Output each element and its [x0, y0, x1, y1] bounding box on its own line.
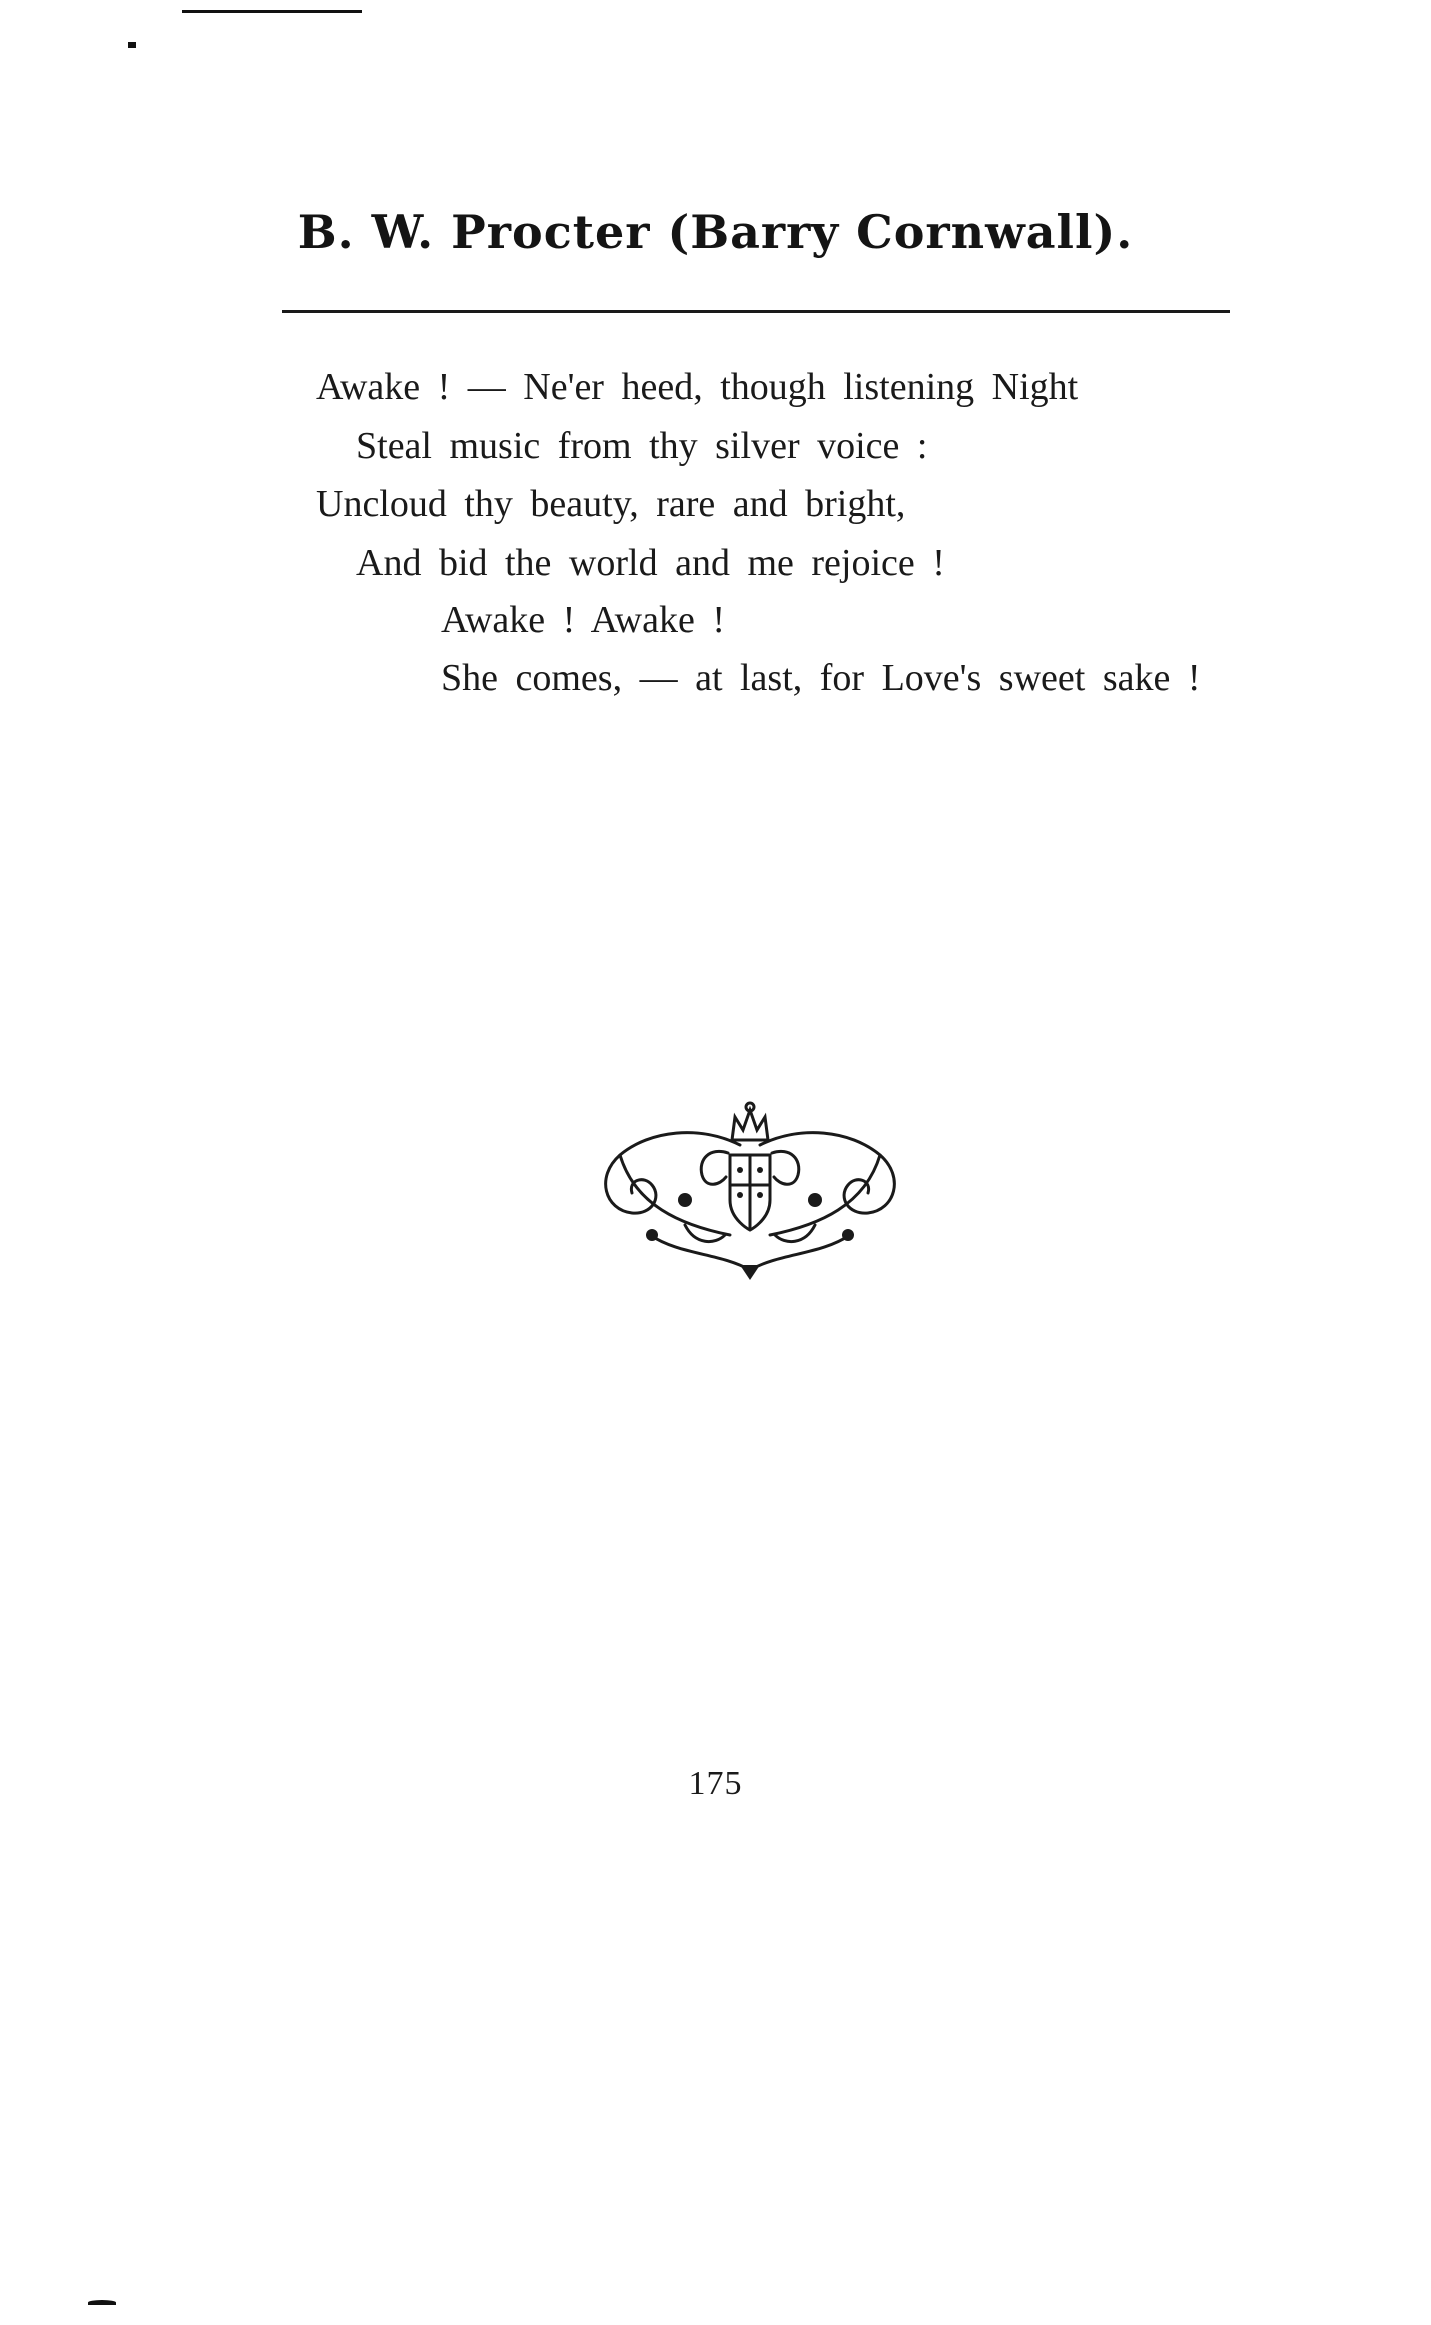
poem-line: She comes, — at last, for Love's sweet sake ! [441, 657, 1201, 699]
poem-line: Uncloud thy beauty, rare and bright, [316, 483, 906, 525]
scan-mark-top-left [128, 42, 136, 48]
page-number: 175 [688, 1765, 743, 1802]
poem-line: Awake ! Awake ! [441, 599, 725, 641]
scan-mark-top [182, 10, 362, 13]
poem-line: Steal music from thy silver voice : [356, 425, 928, 467]
poem-line: And bid the world and me rejoice ! [356, 542, 945, 584]
page-title: B. W. Procter (Barry Cornwall). [297, 205, 1134, 259]
heraldic-crest-ornament-icon [590, 1085, 910, 1285]
title-rule [282, 310, 1230, 313]
scan-mark-bottom-left [88, 2300, 116, 2305]
poem-line: Awake ! — Ne'er heed, though listening Night [316, 366, 1079, 408]
